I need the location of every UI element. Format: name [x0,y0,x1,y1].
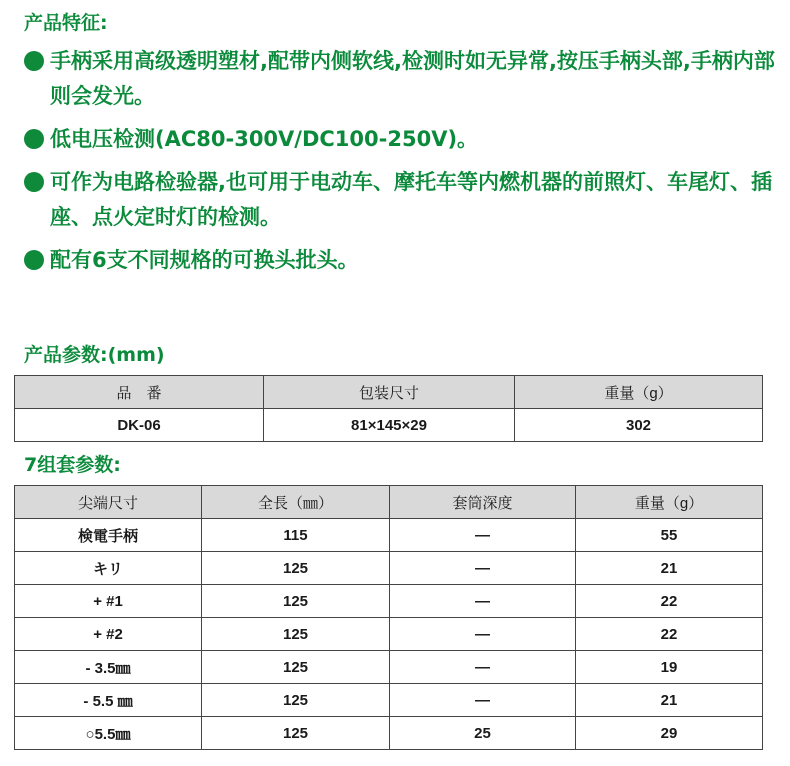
table-row [15,717,763,750]
table-cell: + #2 [15,618,202,651]
column-header: 重量（g） [576,486,763,519]
feature-text: 可作为电路检验器,也可用于电动车、摩托车等内燃机器的前照灯、车尾灯、插座、点火定时灯的检测。 [50,170,772,229]
product-params-table [14,375,763,442]
column-header: 全長（㎜） [202,486,390,519]
feature-text: 手柄采用高级透明塑材,配带内侧软线,检测时如无异常,按压手柄头部,手柄内部则会发光。 [50,49,775,108]
bullet-icon [24,172,44,192]
feature-item [24,44,784,114]
set-params-table [14,485,763,750]
table-cell: - 5.5 ㎜ [15,684,202,717]
features-title: 产品特征: [24,12,108,34]
table-cell: 55 [576,519,763,552]
feature-item [24,243,784,278]
table-row [15,684,763,717]
table-cell: 125 [202,684,390,717]
column-header: 尖端尺寸 [15,486,202,519]
table-cell: 125 [202,552,390,585]
table-cell: 29 [576,717,763,750]
feature-item [24,122,784,157]
table-row [15,618,763,651]
set-params-title: 7组套参数: [24,454,121,476]
table-cell: 22 [576,585,763,618]
table-row [15,519,763,552]
table-cell: 125 [202,585,390,618]
table-cell: 302 [515,409,763,442]
column-header: 重量（g） [515,376,763,409]
table-cell: + #1 [15,585,202,618]
table-row [15,651,763,684]
table-cell: 115 [202,519,390,552]
table-row [15,585,763,618]
table-cell: 21 [576,684,763,717]
table-header-row [15,376,763,409]
column-header: 套筒深度 [390,486,576,519]
table-cell: - 3.5㎜ [15,651,202,684]
table-cell: 125 [202,618,390,651]
table-cell: — [390,684,576,717]
table-cell: 125 [202,717,390,750]
params-title: 产品参数:(mm) [24,344,165,366]
table-header-row [15,486,763,519]
table-cell: 検電手柄 [15,519,202,552]
table-cell: 22 [576,618,763,651]
table-row [15,409,763,442]
bullet-icon [24,51,44,71]
feature-text: 低电压检测(AC80-300V/DC100-250V)。 [50,127,479,151]
table-cell: キリ [15,552,202,585]
table-cell: 19 [576,651,763,684]
table-cell: — [390,618,576,651]
feature-text: 配有6支不同规格的可换头批头。 [50,248,359,272]
bullet-icon [24,129,44,149]
bullet-icon [24,250,44,270]
table-cell: ○5.5㎜ [15,717,202,750]
table-cell: — [390,585,576,618]
table-cell: 125 [202,651,390,684]
table-cell: 21 [576,552,763,585]
column-header: 品 番 [15,376,264,409]
table-cell: — [390,651,576,684]
table-cell: — [390,552,576,585]
table-row [15,552,763,585]
table-cell: 81×145×29 [264,409,515,442]
column-header: 包装尺寸 [264,376,515,409]
table-cell: — [390,519,576,552]
feature-list [24,44,784,286]
table-cell: DK-06 [15,409,264,442]
table-cell: 25 [390,717,576,750]
feature-item [24,165,784,235]
